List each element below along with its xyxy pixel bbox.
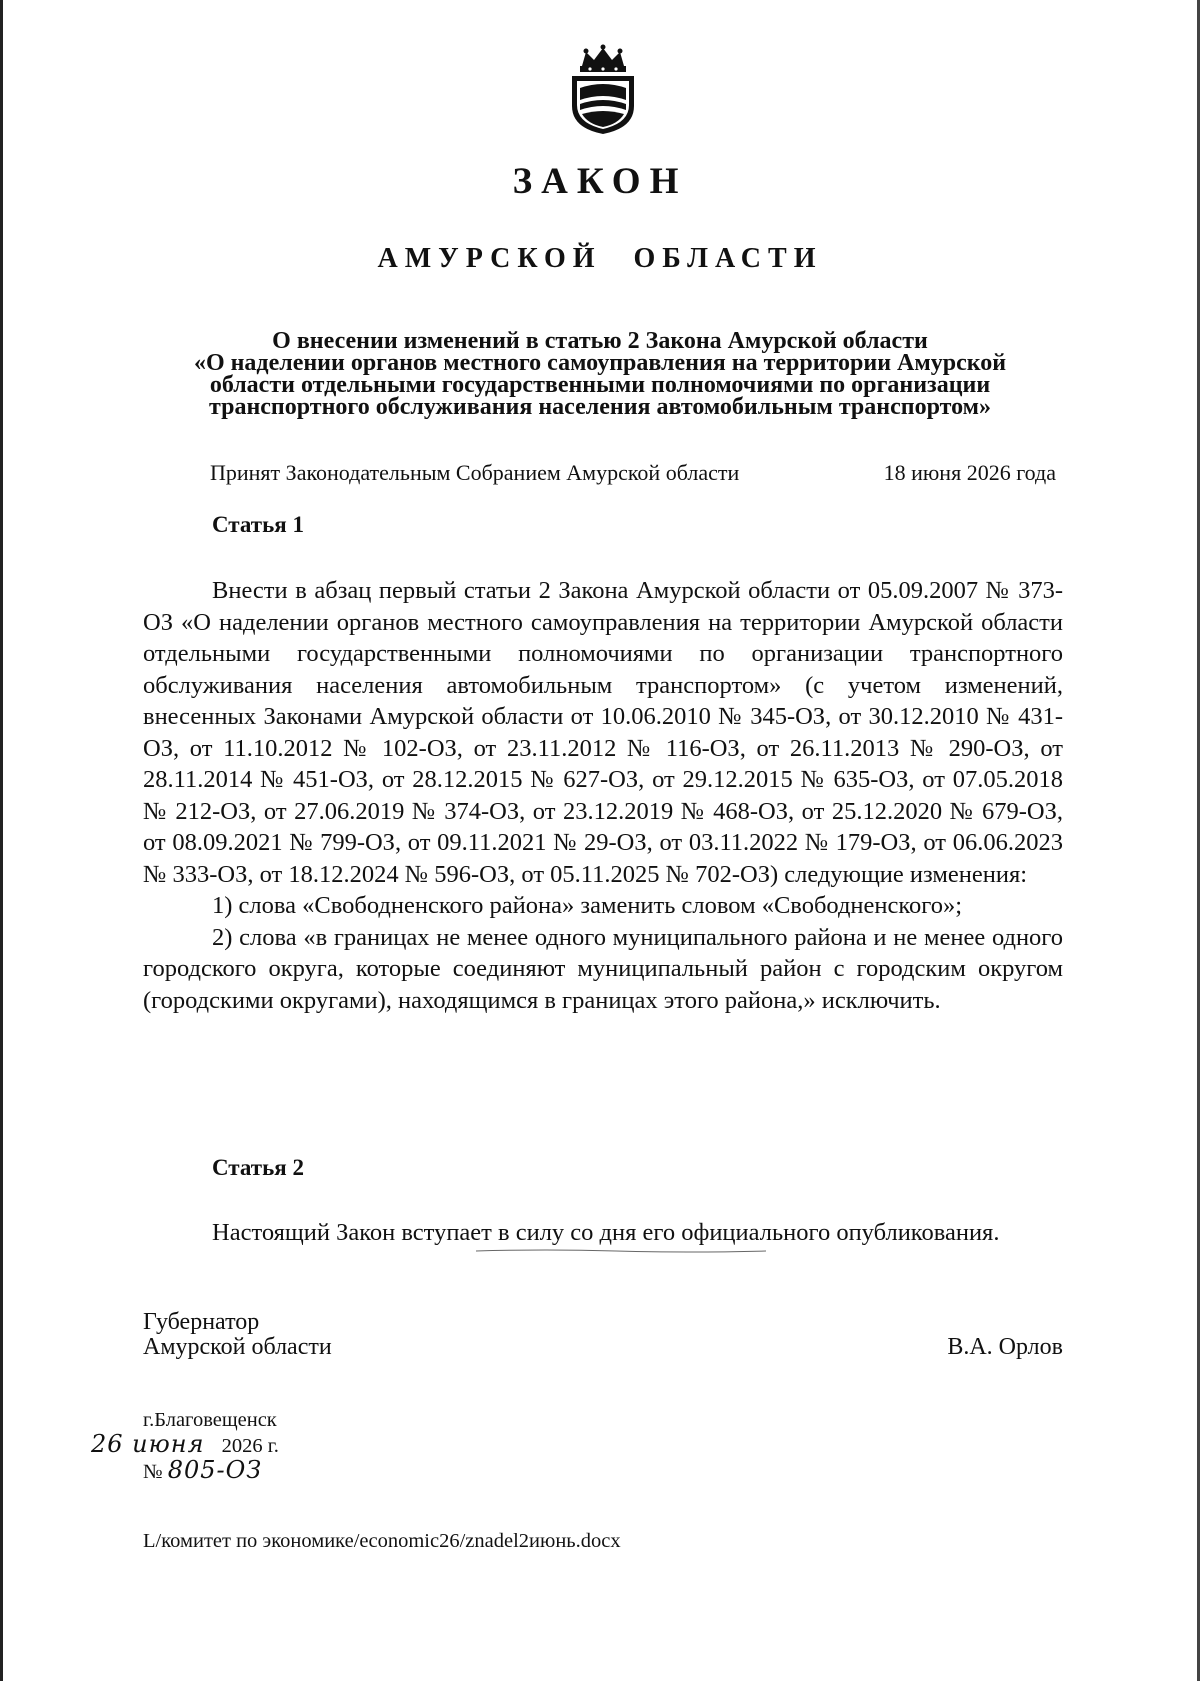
signing-year: 2026 г. bbox=[221, 1435, 279, 1457]
signatory-position-line-2: Амурской области bbox=[143, 1334, 332, 1360]
article-1-intro: Внести в абзац первый статьи 2 Закона Амурской области от 05.09.2007 № 373-ОЗ «О наделении органов местного самоуправления на территории Амурской области отдельными государственными полномочиями по организации транспортного обслуживания населения автомобильным транспортом» (с учетом изменений, внесенных Законами Амурской области от 10.06.2010 № 345-ОЗ, от 30.12.2010 № 431-ОЗ, от 11.10.2012 № 102-ОЗ, от 23.11.2012 № 116-ОЗ, от 26.11.2013 № 290-ОЗ, от 28.11.2014 № 451-ОЗ, от 28.12.2015 № 627-ОЗ, от 29.12.2015 № 635-ОЗ, от 07.05.2018 № 212-ОЗ, от 27.06.2019 № 374-ОЗ, от 23.12.2019 № 468-ОЗ, от 25.12.2020 № 679-ОЗ, от 08.09.2021 № 799-ОЗ, от 09.11.2021 № 29-ОЗ, от 03.11.2022 № 179-ОЗ, от 06.06.2023 № 333-ОЗ, от 18.12.2024 № 596-ОЗ, от 05.11.2025 № 702-ОЗ) следующие изменения: bbox=[143, 577, 1063, 888]
article-1-item-2: 2) слова «в границах не менее одного муниципального района и не менее одного городского округа, которые соединяют муниципальный район с городским округом (городскими округами), находящимся в границах этого района,» исключить. bbox=[143, 923, 1063, 1014]
article-1-body bbox=[143, 575, 1063, 1016]
signature-block bbox=[143, 1310, 1063, 1360]
article-1-title: Статья 1 bbox=[212, 512, 304, 537]
place-date-number bbox=[91, 1408, 331, 1484]
article-2-title: Статья 2 bbox=[212, 1155, 304, 1180]
heading-line-3: области отдельными государственными полномочиями по организации bbox=[209, 372, 991, 398]
heading-line-1: О внесении изменений в статью 2 Закона Амурской области bbox=[272, 328, 928, 354]
law-heading bbox=[140, 330, 1060, 418]
law-number bbox=[143, 1458, 331, 1484]
signing-date bbox=[91, 1432, 279, 1458]
document-subtitle: АМУРСКОЙ ОБЛАСТИ bbox=[377, 243, 823, 274]
file-path: L/комитет по экономике/economic26/znadel2июнь.docx bbox=[143, 1530, 621, 1552]
signatory-position-line-1: Губернатор bbox=[143, 1309, 260, 1335]
article-2-text: Настоящий Закон вступает в силу со дня его официального опубликования. bbox=[212, 1219, 1000, 1246]
adopted-date: 18 июня 2026 года bbox=[883, 460, 1056, 485]
handwritten-date: 26 июня bbox=[91, 1430, 205, 1458]
amur-oblast-coat-of-arms-icon bbox=[568, 44, 638, 136]
handwritten-number: 805-ОЗ bbox=[167, 1456, 263, 1484]
document-title: ЗАКОН bbox=[512, 161, 688, 202]
article-2-body bbox=[143, 1217, 1063, 1249]
number-prefix: № bbox=[143, 1461, 163, 1483]
pen-underline-mark bbox=[476, 1248, 766, 1254]
article-1-item-1: 1) слова «Свободненского района» заменить словом «Свободненского»; bbox=[212, 892, 963, 919]
heading-line-2: «О наделении органов местного самоуправления на территории Амурской bbox=[193, 350, 1007, 376]
adoption-line bbox=[210, 460, 1056, 486]
adopted-by: Принят Законодательным Собранием Амурской области bbox=[210, 460, 740, 485]
city: г.Благовещенск bbox=[143, 1409, 277, 1431]
heading-line-4: транспортного обслуживания населения автомобильным транспортом» bbox=[209, 394, 991, 420]
signatory-name: В.А. Орлов bbox=[947, 1334, 1063, 1360]
